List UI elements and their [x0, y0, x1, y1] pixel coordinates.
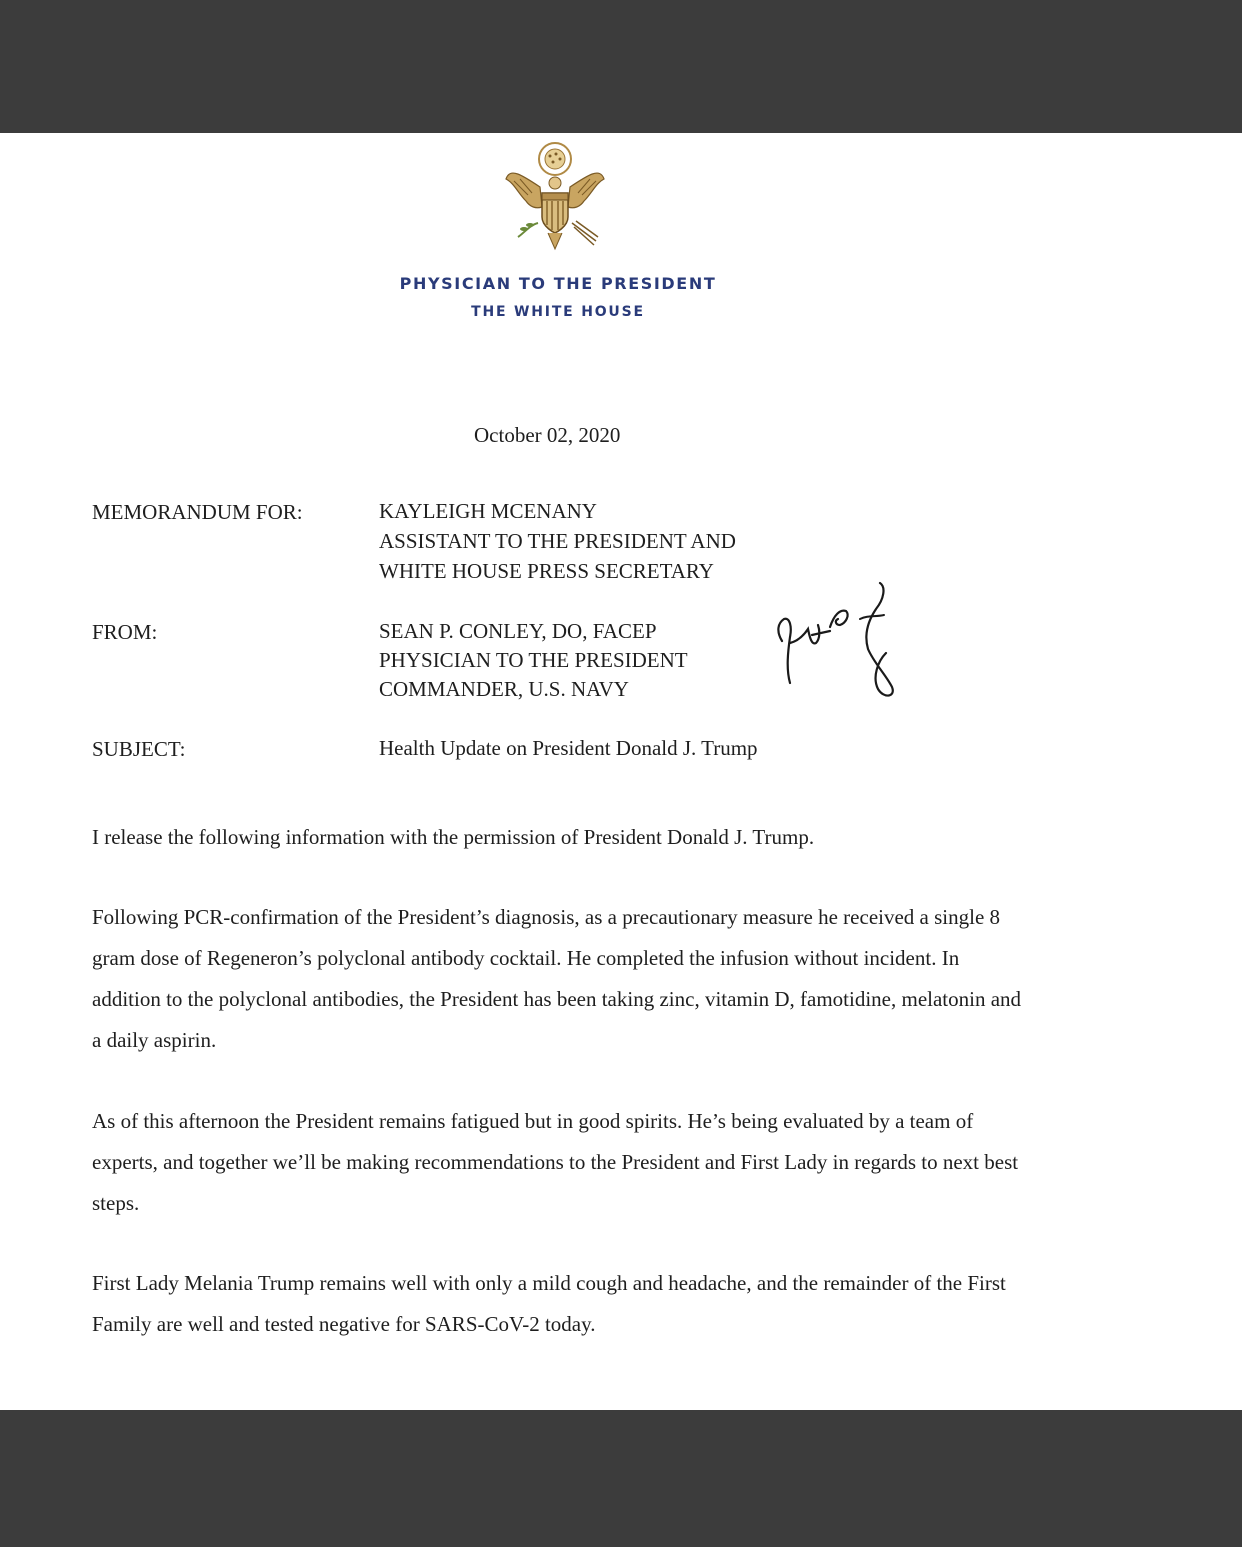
memo-date: October 02, 2020	[474, 423, 621, 447]
subject-value: Health Update on President Donald J. Trump	[379, 736, 758, 760]
recipient-line: WHITE HOUSE PRESS SECRETARY	[379, 559, 714, 583]
sender-line: COMMANDER, U.S. NAVY	[379, 677, 629, 701]
sender-line: PHYSICIAN TO THE PRESIDENT	[379, 648, 688, 672]
sender-line: SEAN P. CONLEY, DO, FACEP	[379, 619, 657, 643]
memorandum-for-label: MEMORANDUM FOR:	[92, 500, 303, 524]
letterhead-subtitle: THE WHITE HOUSE	[471, 304, 645, 320]
body-paragraph: As of this afternoon the President remains fatigued but in good spirits. He’s being evaluated by a team of experts, and together we’ll be making recommendations to the President and First Lady in regards to next best steps.	[92, 1109, 1019, 1215]
memo-page	[0, 133, 1242, 1410]
recipient-block	[379, 496, 736, 586]
recipient-line: KAYLEIGH MCENANY	[379, 499, 597, 523]
recipient-line: ASSISTANT TO THE PRESIDENT AND	[379, 529, 736, 553]
letterhead-title: PHYSICIAN TO THE PRESIDENT	[399, 274, 717, 293]
from-label: FROM:	[92, 620, 158, 644]
body-paragraph: Following PCR-confirmation of the President’s diagnosis, as a precautionary measure he received a single 8 gram dose of Regeneron’s polyclonal antibody cocktail. He completed the infusion without incident. In addition to the polyclonal antibodies, the President has been taking zinc, vitamin D, famotidine, melatonin and a daily aspirin.	[92, 905, 1022, 1052]
body-paragraph: First Lady Melania Trump remains well with only a mild cough and headache, and the remainder of the First Family are well and tested negative for SARS-CoV-2 today.	[92, 1271, 1006, 1336]
sender-block	[379, 617, 688, 704]
subject-label: SUBJECT:	[92, 737, 186, 761]
handwritten-signature-icon	[768, 579, 903, 699]
presidential-seal-icon	[500, 137, 610, 253]
body-paragraph: I release the following information with the permission of President Donald J. Trump.	[92, 825, 815, 849]
